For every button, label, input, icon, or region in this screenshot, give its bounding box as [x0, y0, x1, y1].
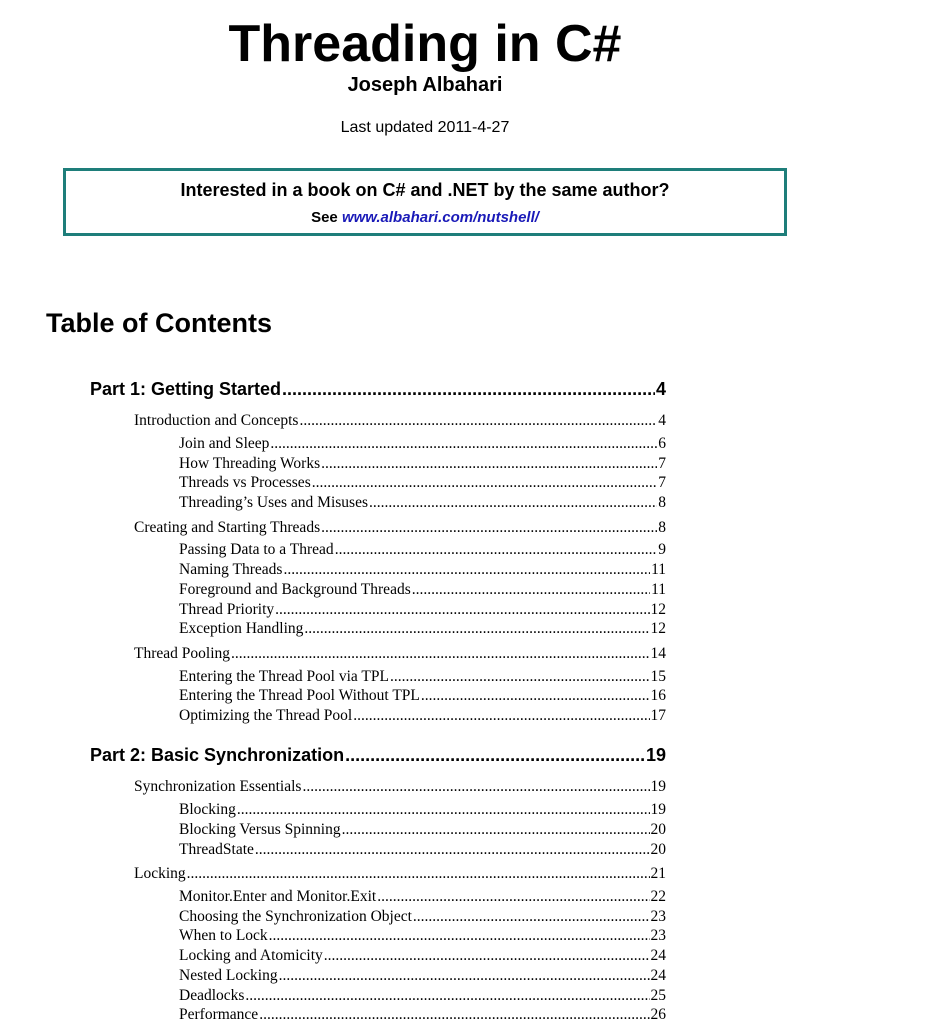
dot-leader [270, 434, 657, 454]
toc-entry-page: 17 [650, 707, 666, 724]
toc-entry-subsection[interactable] [179, 887, 666, 907]
toc-entry-label: Entering the Thread Pool Without TPL [179, 687, 420, 704]
toc-entry-page: 4 [655, 379, 666, 399]
toc-entry-label: How Threading Works [179, 455, 321, 472]
dot-leader [299, 411, 657, 431]
toc-entry-label: Foreground and Background Threads [179, 581, 411, 598]
dot-leader [377, 887, 649, 907]
toc-entry-subsection[interactable] [179, 966, 666, 986]
dot-leader [269, 926, 650, 946]
dot-leader [304, 619, 649, 639]
dot-leader [245, 986, 649, 1006]
toc-entry-label: Creating and Starting Threads [134, 519, 321, 536]
toc-entry-page: 24 [650, 967, 666, 984]
toc-entry-label: Performance [179, 1006, 259, 1023]
toc-entry-subsection[interactable] [179, 840, 666, 860]
toc-entry-page: 19 [650, 801, 666, 818]
toc-entry-page: 14 [650, 645, 666, 662]
dot-leader [324, 946, 650, 966]
toc-entry-page: 6 [658, 435, 666, 452]
toc-entry-page: 12 [650, 601, 666, 618]
dot-leader [321, 454, 657, 474]
toc-entry-label: Threads vs Processes [179, 474, 311, 491]
toc-entry-section[interactable] [134, 864, 666, 884]
toc-entry-label: When to Lock [179, 927, 268, 944]
toc-entry-subsection[interactable] [179, 706, 666, 726]
dot-leader [302, 777, 649, 797]
toc-entry-subsection[interactable] [179, 986, 666, 1006]
toc-entry-page: 4 [658, 412, 666, 429]
toc-entry-subsection[interactable] [179, 1005, 666, 1025]
toc-entry-subsection[interactable] [179, 907, 666, 927]
toc-entry-page: 9 [658, 541, 666, 558]
dot-leader [413, 907, 650, 927]
toc-entry-subsection[interactable] [179, 493, 666, 513]
toc-entry-section[interactable] [134, 411, 666, 431]
toc-entry-label: ThreadState [179, 841, 254, 858]
dot-leader [321, 518, 657, 538]
toc-heading: Table of Contents [46, 308, 272, 338]
toc-entry-label: Blocking Versus Spinning [179, 821, 341, 838]
toc-entry-part[interactable] [90, 742, 666, 768]
toc-entry-part[interactable] [90, 376, 666, 402]
toc-entry-label: Deadlocks [179, 987, 245, 1004]
toc-entry-page: 19 [645, 745, 666, 765]
dot-leader [342, 820, 650, 840]
dot-leader [279, 966, 650, 986]
toc-entry-page: 20 [650, 821, 666, 838]
toc-entry-page: 20 [650, 841, 666, 858]
toc-entry-label: Blocking [179, 801, 236, 818]
toc-entry-page: 26 [650, 1006, 666, 1023]
toc-entry-label: Monitor.Enter and Monitor.Exit [179, 888, 377, 905]
toc-entry-label: Nested Locking [179, 967, 278, 984]
dot-leader [237, 800, 650, 820]
toc-entry-page: 23 [650, 908, 666, 925]
dot-leader [421, 686, 650, 706]
toc-entry-subsection[interactable] [179, 820, 666, 840]
toc-entry-label: Threading’s Uses and Misuses [179, 494, 368, 511]
dot-leader [187, 864, 650, 884]
toc-entry-page: 8 [658, 494, 666, 511]
dot-leader [259, 1005, 649, 1025]
toc-entry-page: 23 [650, 927, 666, 944]
document-author: Joseph Albahari [347, 74, 503, 96]
toc-entry-page: 11 [651, 561, 666, 578]
dot-leader [369, 493, 657, 513]
toc-entry-page: 21 [650, 865, 666, 882]
dot-leader [255, 840, 650, 860]
toc-entry-page: 8 [658, 519, 666, 536]
toc-entry-subsection[interactable] [179, 926, 666, 946]
toc-entry-subsection[interactable] [179, 540, 666, 560]
toc-entry-subsection[interactable] [179, 454, 666, 474]
toc-entry-subsection[interactable] [179, 580, 666, 600]
toc-entry-label: Entering the Thread Pool via TPL [179, 668, 389, 685]
toc-entry-subsection[interactable] [179, 800, 666, 820]
dot-leader [390, 667, 650, 687]
toc-entry-subsection[interactable] [179, 434, 666, 454]
toc-entry-label: Locking and Atomicity [179, 947, 323, 964]
toc-entry-page: 7 [658, 474, 666, 491]
dot-leader [412, 580, 650, 600]
toc-entry-label: Thread Priority [179, 601, 275, 618]
toc-entry-label: Join and Sleep [179, 435, 270, 452]
toc-entry-page: 15 [650, 668, 666, 685]
toc-entry-page: 22 [650, 888, 666, 905]
toc-entry-page: 7 [658, 455, 666, 472]
dot-leader [353, 706, 649, 726]
toc-entry-section[interactable] [134, 777, 666, 797]
toc-entry-label: Passing Data to a Thread [179, 541, 334, 558]
toc-entry-subsection[interactable] [179, 600, 666, 620]
toc-entry-subsection[interactable] [179, 686, 666, 706]
promo-heading: Interested in a book on C# and .NET by the same author? [180, 180, 670, 200]
dot-leader [275, 600, 649, 620]
promo-link[interactable]: www.albahari.com/nutshell/ [341, 209, 539, 226]
toc-entry-label: Part 2: Basic Synchronization [90, 745, 345, 765]
toc-entry-label: Exception Handling [179, 620, 304, 637]
toc-entry-subsection[interactable] [179, 667, 666, 687]
toc-entry-page: 12 [650, 620, 666, 637]
toc-entry-subsection[interactable] [179, 619, 666, 639]
last-updated-text: Last updated 2011-4-27 [340, 119, 510, 136]
dot-leader [283, 560, 650, 580]
toc-entry-label: Synchronization Essentials [134, 778, 302, 795]
toc-entry-label: Thread Pooling [134, 645, 230, 662]
toc-entry-page: 11 [651, 581, 666, 598]
toc-entry-label: Locking [134, 865, 186, 882]
toc-entry-label: Naming Threads [179, 561, 283, 578]
promo-see-label: See [311, 209, 338, 226]
toc-entry-label: Choosing the Synchronization Object [179, 908, 412, 925]
toc-entry-subsection[interactable] [179, 946, 666, 966]
promo-link-line [66, 208, 784, 228]
toc-entry-label: Introduction and Concepts [134, 412, 299, 429]
document-title: Threading in C# [228, 15, 622, 73]
toc-entry-page: 16 [650, 687, 666, 704]
toc-entry-subsection[interactable] [179, 473, 666, 493]
dot-leader [282, 376, 655, 402]
dot-leader [231, 644, 650, 664]
dot-leader [312, 473, 658, 493]
toc-entry-section[interactable] [134, 644, 666, 664]
toc-entry-label: Part 1: Getting Started [90, 379, 282, 399]
toc-entry-subsection[interactable] [179, 560, 666, 580]
toc-entry-label: Optimizing the Thread Pool [179, 707, 353, 724]
toc-entry-page: 19 [650, 778, 666, 795]
dot-leader [345, 742, 645, 768]
toc-entry-page: 25 [650, 987, 666, 1004]
toc-entry-page: 24 [650, 947, 666, 964]
book-promo-box [63, 168, 787, 236]
toc-entry-section[interactable] [134, 518, 666, 538]
dot-leader [335, 540, 658, 560]
